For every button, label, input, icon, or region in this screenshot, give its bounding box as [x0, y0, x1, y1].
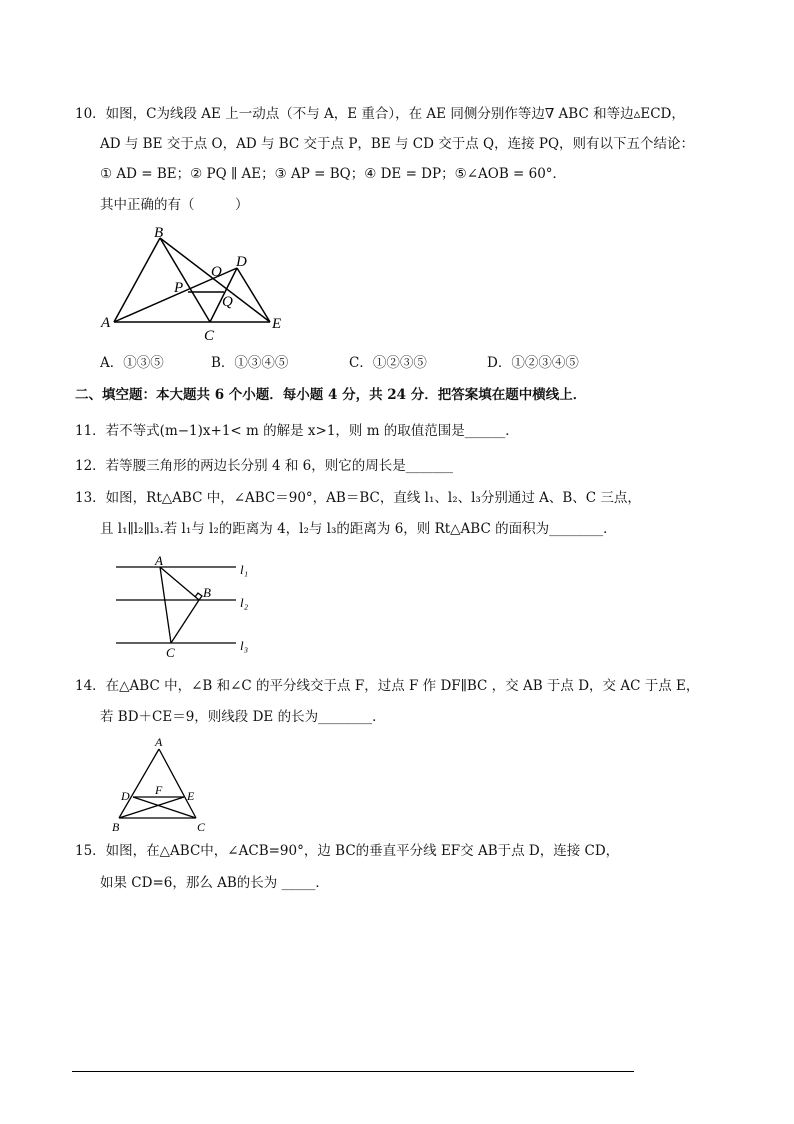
q10-label-Q: Q	[222, 294, 233, 310]
q13-label-l1: l₁	[240, 562, 249, 577]
q10-line3: ① AD = BE；② PQ ∥ AE；③ AP = BQ；④ DE = DP；⑤∠AOB = 60°．	[100, 166, 567, 182]
q13-line2: 且 l₁∥l₂∥l₃.若 l₁与 l₂的距离为 4，l₂与 l₃的距离为 6，则 Rt△ABC 的面积为________．	[100, 521, 617, 537]
section-heading: 二、填空题：本大题共 6 个小题．每小题 4 分，共 24 分．把答案填在题中横线上．	[75, 387, 587, 403]
q14-label-A: A	[155, 735, 163, 749]
q10-label-O: O	[211, 264, 222, 280]
q10-label-B: B	[154, 225, 164, 241]
q10-line2: AD 与 BE 交于点 O，AD 与 BC 交于点 P，BE 与 CD 交于点 Q，连接 PQ，则有以下五个结论：	[100, 136, 695, 152]
q10-option-a: A．①③⑤	[100, 355, 164, 371]
q14-label-D: D	[121, 789, 130, 803]
q15-line1: 15．如图，在△ABC中，∠ACB=90°，边 BC的垂直平分线 EF交 AB于点 D，连接 CD，	[75, 843, 620, 859]
q12-text: 12．若等腰三角形的两边长分别 4 和 6，则它的周长是_______	[75, 458, 453, 474]
q14-line2: 若 BD＋CE＝9，则线段 DE 的长为________．	[100, 709, 386, 725]
q14-label-F: F	[155, 783, 163, 797]
q10-label-P: P	[174, 280, 184, 296]
q13-label-A: A	[155, 553, 163, 568]
q14-label-B: B	[112, 820, 120, 834]
q13-label-C: C	[166, 645, 175, 660]
q10-option-c: C．①②③⑤	[349, 355, 427, 371]
footer-divider	[72, 1071, 634, 1072]
q14-label-E: E	[187, 789, 195, 803]
q13-label-l3: l₃	[240, 638, 249, 653]
q10-label-A: A	[101, 315, 111, 331]
q14-label-C: C	[197, 820, 206, 834]
q13-line1: 13．如图，Rt△ABC 中，∠ABC＝90°，AB＝BC，直线 l₁、l₂、l₃分别通过 A、B、C 三点，	[75, 490, 641, 506]
q10-option-b: B．①③④⑤	[211, 355, 289, 371]
q14-line1: 14．在△ABC 中，∠B 和∠C 的平分线交于点 F，过点 F 作 DF∥BC ，交 AB 于点 D，交 AC 于点 E，	[75, 678, 700, 694]
q10-label-E: E	[272, 316, 282, 332]
q15-line2: 如果 CD=6，那么 AB的长为 _____．	[100, 875, 329, 891]
q10-line4: 其中正确的有（ ）	[100, 197, 249, 213]
q10-label-C: C	[204, 328, 215, 344]
q11-text: 11．若不等式(m−1)x+1< m 的解是 x>1，则 m 的取值范围是______．	[75, 423, 519, 439]
q13-label-l2: l₂	[240, 595, 249, 610]
q10-line1: 10．如图，C为线段 AE 上一动点（不与 A，E 重合），在 AE 同侧分别作等边∇ ABC 和等边▵ECD，	[75, 106, 685, 122]
q13-label-B: B	[203, 585, 211, 600]
q10-option-d: D．①②③④⑤	[487, 355, 579, 371]
q10-label-D: D	[236, 254, 247, 270]
